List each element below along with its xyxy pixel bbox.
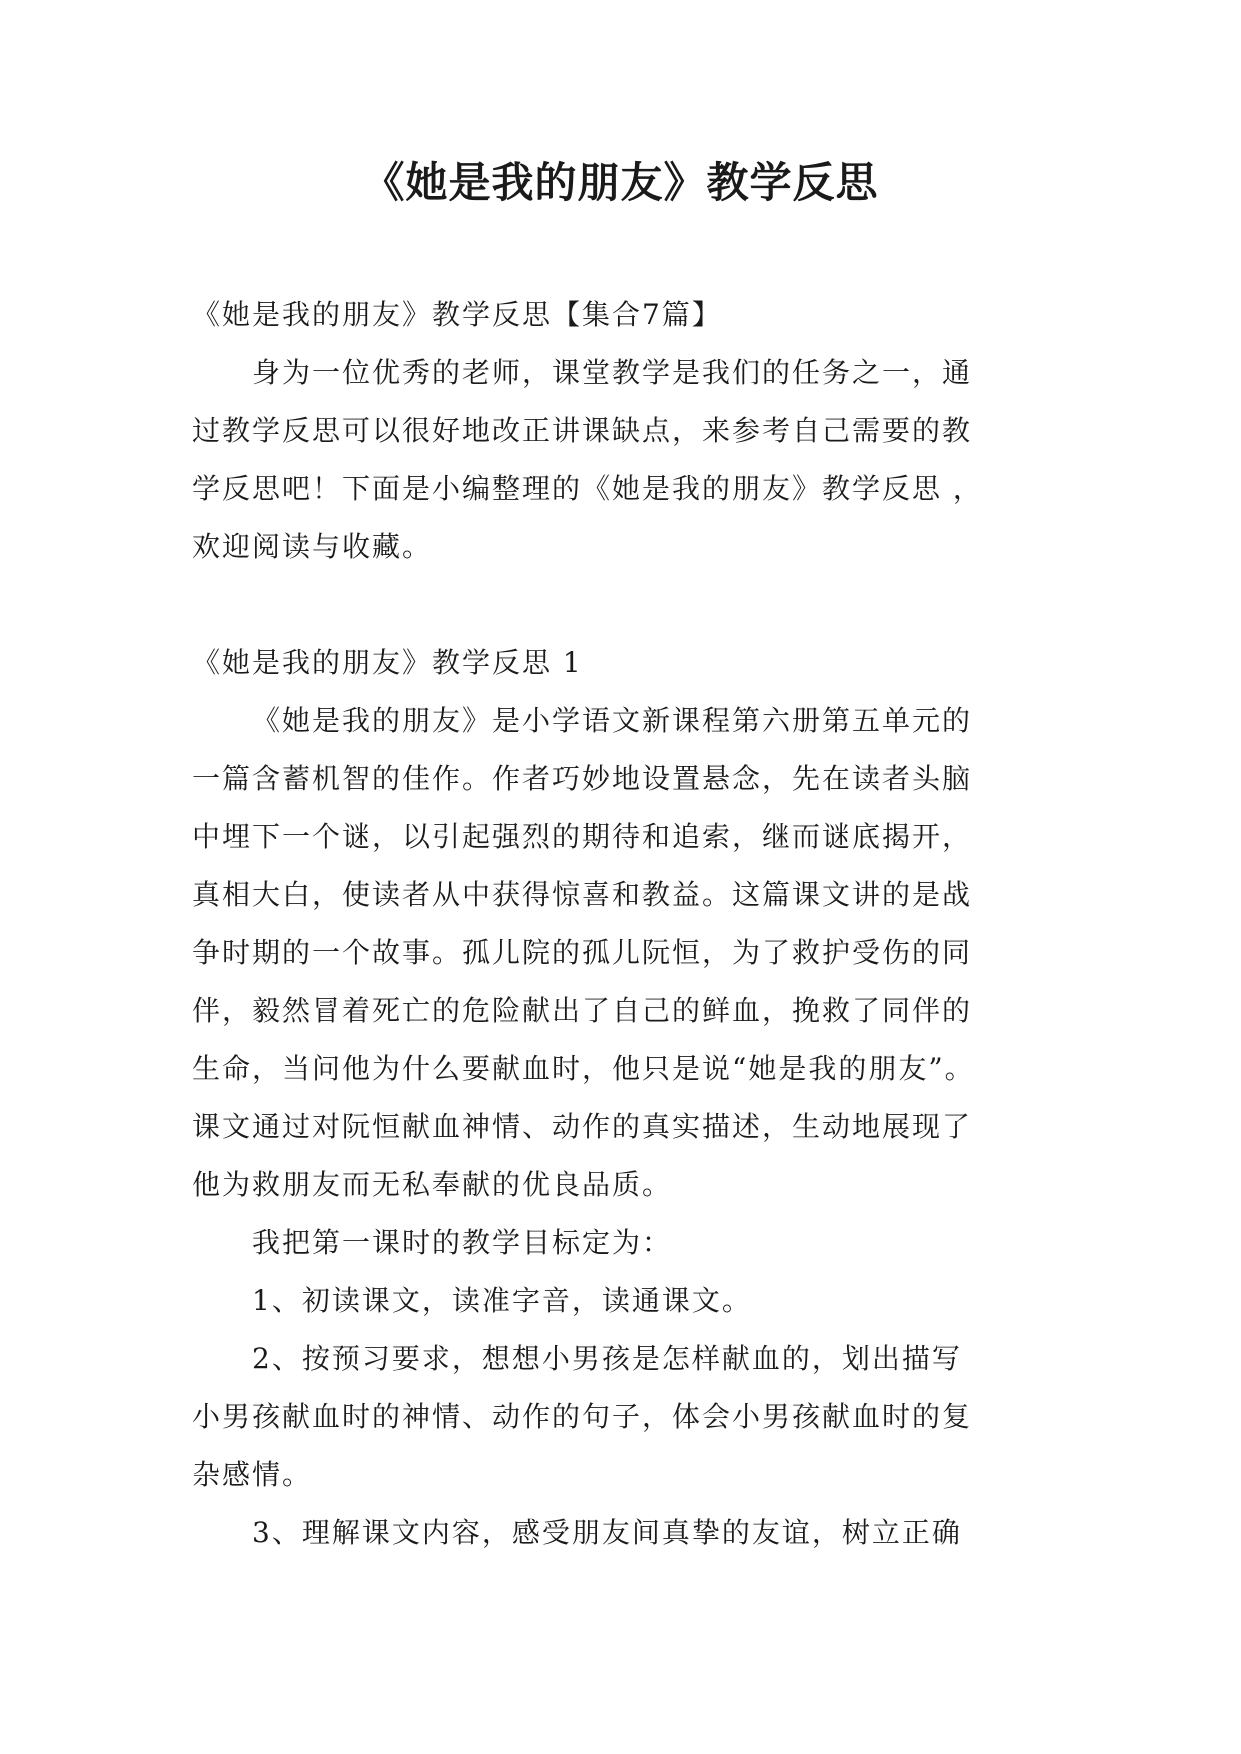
paragraph-line: 《她是我的朋友》是小学语文新课程第六册第五单元的 [252,704,973,737]
collection-heading: 《她是我的朋友》教学反思【集合7篇】 [192,298,722,331]
paragraph-line: 他为救朋友而无私奉献的优良品质。 [192,1168,673,1201]
paragraph-line: 争时期的一个故事。孤儿院的孤儿阮恒，为了救护受伤的同 [192,936,973,969]
paragraph-line: 真相大白，使读者从中获得惊喜和教益。这篇课文讲的是战 [192,878,973,911]
goal-item-2 [192,1330,1052,1504]
document-body [192,286,1052,1562]
paragraph-line: 伴，毅然冒着死亡的危险献出了自己的鲜血，挽救了同伴的 [192,994,973,1027]
blank-line [192,576,1052,634]
paragraph-line: 中埋下一个谜，以引起强烈的期待和追索，继而谜底揭开， [192,820,973,853]
paragraph-line: 欢迎阅读与收藏。 [192,530,433,563]
paragraph-line: 小男孩献血时的神情、动作的句子，体会小男孩献血时的复 [192,1400,973,1433]
goal-item-3: 3、理解课文内容，感受朋友间真挚的友谊，树立正确 [252,1516,962,1549]
page-title: 《她是我的朋友》教学反思 [362,158,879,207]
intro-paragraph [192,344,1052,576]
paragraph-line: 身为一位优秀的老师，课堂教学是我们的任务之一，通 [252,356,973,389]
paragraph-line: 2、按预习要求，想想小男孩是怎样献血的，划出描写 [252,1342,962,1375]
section-paragraph [192,692,1052,1214]
paragraph-line: 课文通过对阮恒献血神情、动作的真实描述，生动地展现了 [192,1110,973,1143]
paragraph-line: 一篇含蓄机智的佳作。作者巧妙地设置悬念，先在读者头脑 [192,762,973,795]
section-heading: 《她是我的朋友》教学反思 1 [192,646,583,679]
paragraph-line: 杂感情。 [192,1458,313,1491]
goal-item-1: 1、初读课文，读准字音，读通课文。 [252,1284,752,1317]
goal-intro: 我把第一课时的教学目标定为： [252,1226,673,1259]
paragraph-line: 生命，当问他为什么要献血时，他只是说“她是我的朋友”。 [192,1052,975,1085]
paragraph-line: 学反思吧！下面是小编整理的《她是我的朋友》教学反思 ， [192,472,983,505]
paragraph-line: 过教学反思可以很好地改正讲课缺点，来参考自己需要的教 [192,414,973,447]
